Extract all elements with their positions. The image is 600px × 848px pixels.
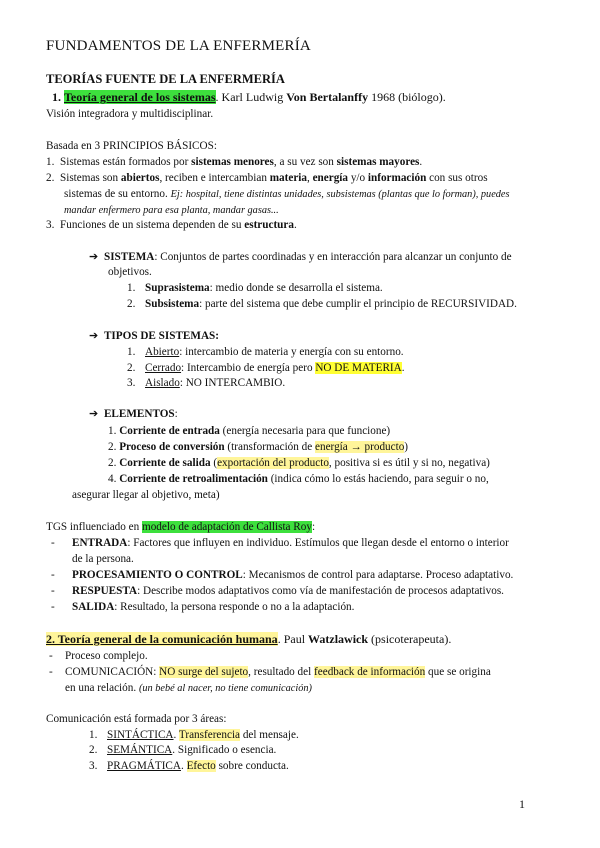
- principle-2-example: Ej: hospital, tiene distintas unidades, subsistemas (plantas que lo forman), puedes: [170, 189, 510, 200]
- elementos-colon: :: [174, 408, 178, 420]
- principle-2-c: , reciben e intercambian: [159, 172, 270, 184]
- sistema-item-1-label: Suprasistema: [145, 282, 210, 294]
- area-1-label: SINTÁCTICA: [107, 729, 174, 741]
- sistema-label: SISTEMA: [103, 251, 155, 263]
- tgc-title: 2. Teoría general de la comunicación humana: [46, 632, 278, 646]
- tgc-dash-2-c: que se origina: [425, 666, 491, 678]
- area-2-label: SEMÁNTICA: [107, 744, 173, 756]
- principle-1: [46, 155, 422, 169]
- arrow-icon: ➔: [89, 330, 99, 342]
- elemento-4-label: Corriente de retroalimentación: [119, 473, 268, 485]
- roy-item-3-label: RESPUESTA: [72, 585, 138, 597]
- area-3-b: sobre conducta.: [215, 760, 289, 772]
- arrow-icon: ➔: [89, 408, 99, 420]
- tgc-author-pre: . Paul: [277, 632, 309, 646]
- tgc-author-post: (psicoterapeuta).: [368, 632, 452, 646]
- roy-item-1-label: ENTRADA: [72, 537, 128, 549]
- roy-item-3-text: : Describe modos adaptativos como vía de manifestación de procesos adaptativos.: [137, 585, 504, 597]
- tgs-vision: Visión integradora y multidisciplinar.: [46, 108, 214, 120]
- principle-3: [46, 218, 297, 232]
- elemento-2-b: ): [404, 441, 409, 453]
- roy-item-4: [51, 600, 354, 614]
- tgc-dash-2-example: (un bebé al nacer, no tiene comunicación): [138, 683, 312, 694]
- tgc-dash-2-mark: -: [49, 666, 53, 678]
- elemento-1-label: Corriente de entrada: [119, 425, 220, 437]
- tgc-dash-1: [49, 649, 148, 663]
- tipos-item-2-highlight: NO DE MATERIA: [315, 362, 402, 374]
- area-2-num: 2.: [89, 744, 98, 756]
- page-number: 1: [519, 797, 525, 811]
- area-3-a: .: [180, 760, 187, 772]
- sistema-item-1: [127, 281, 383, 295]
- sistema-item-1-num: 1.: [127, 282, 136, 294]
- principle-1-a: Sistemas están formados por: [60, 156, 192, 168]
- tgc-dash-2-highlight-2: feedback de información: [314, 666, 426, 678]
- tipos-item-1-text: : intercambio de materia y energía con su entorno.: [179, 346, 404, 358]
- roy-intro-b: :: [311, 521, 316, 533]
- sistema-line2: objetivos.: [108, 266, 152, 278]
- sistema-item-2-text: : parte del sistema que debe cumplir el principio de RECURSIVIDAD.: [199, 298, 517, 310]
- area-2: [89, 743, 276, 757]
- roy-highlight: modelo de adaptación de Callista Roy: [142, 521, 312, 533]
- roy-item-2-label: PROCESAMIENTO O CONTROL: [72, 569, 243, 581]
- principle-3-c: .: [293, 219, 297, 231]
- roy-item-2-dash: -: [51, 569, 55, 581]
- area-1: [89, 728, 299, 742]
- elemento-3-b: , positiva si es útil y si no, negativa): [328, 457, 490, 469]
- principle-1-c: , a su vez son: [273, 156, 337, 168]
- sistema-line: [89, 250, 512, 264]
- sistema-item-2: [127, 297, 517, 311]
- elemento-3-a: (: [210, 457, 218, 469]
- principle-2-l2a: sistemas de su entorno.: [64, 188, 171, 200]
- principle-2-line2: [64, 187, 510, 202]
- area-3-label: PRAGMÁTICA: [107, 760, 181, 772]
- roy-item-4-dash: -: [51, 601, 55, 613]
- tgc-dash-2-highlight-1: NO surge del sujeto: [159, 666, 249, 678]
- principle-2-a: Sistemas son: [60, 172, 121, 184]
- area-1-highlight: Transferencia: [178, 729, 241, 741]
- area-1-b: del mensaje.: [240, 729, 299, 741]
- sistema-item-1-text: : medio donde se desarrolla el sistema.: [209, 282, 383, 294]
- tgc-dash-1-text: Proceso complejo.: [65, 650, 148, 662]
- principle-2-b: abiertos: [120, 172, 160, 184]
- tipos-item-3-label: Aislado: [145, 377, 180, 389]
- elemento-2-highlight: energía → producto: [315, 441, 405, 453]
- principle-1-d: sistemas mayores: [336, 156, 420, 168]
- area-1-a: .: [173, 729, 179, 741]
- section-title: TEORÍAS FUENTE DE LA ENFERMERÍA: [46, 72, 285, 86]
- principle-1-b: sistemas menores: [191, 156, 274, 168]
- tipos-item-2-text: : Intercambio de energía pero: [181, 362, 316, 374]
- roy-item-2-text: : Mecanismos de control para adaptarse. Proceso adaptativo.: [242, 569, 514, 581]
- tipos-label: TIPOS DE SISTEMAS:: [103, 330, 219, 342]
- roy-item-1-line2: de la persona.: [72, 553, 134, 565]
- roy-item-3-dash: -: [51, 585, 55, 597]
- elemento-4: [108, 472, 489, 486]
- tipos-item-3-text: : NO INTERCAMBIO.: [179, 377, 286, 389]
- tgs-author-pre: . Karl Ludwig: [215, 90, 287, 104]
- area-1-num: 1.: [89, 729, 98, 741]
- principle-3-num: 3.: [46, 219, 55, 231]
- tipos-item-1-label: Abierto: [145, 346, 180, 358]
- tipos-item-1-num: 1.: [127, 346, 136, 358]
- principle-2-f: energía: [312, 172, 349, 184]
- tgc-dash-2-line2: [65, 681, 312, 696]
- principle-2-line3: [64, 203, 279, 218]
- roy-item-1-dash: -: [51, 537, 55, 549]
- roy-item-4-label: SALIDA: [72, 601, 115, 613]
- elemento-1: [108, 424, 390, 438]
- elemento-2-num: 2.: [108, 441, 117, 453]
- elemento-4-text: (indica cómo lo estás haciendo, para seguir o no,: [267, 473, 489, 485]
- tipos-item-2-end: .: [401, 362, 405, 374]
- principle-2-d: materia: [269, 172, 307, 184]
- sistema-item-2-num: 2.: [127, 298, 136, 310]
- roy-item-1: [51, 536, 509, 550]
- elemento-3-num: 2.: [108, 457, 117, 469]
- tgc-dash-2: [49, 665, 491, 679]
- doc-title: FUNDAMENTOS DE LA ENFERMERÍA: [46, 38, 311, 54]
- area-3: [89, 759, 289, 773]
- tipos-item-2-num: 2.: [127, 362, 136, 374]
- principle-1-e: .: [419, 156, 423, 168]
- arrow-icon: ➔: [89, 251, 99, 263]
- elemento-2-a: (transformación de: [224, 441, 316, 453]
- principle-2-h: información: [367, 172, 427, 184]
- elemento-3-label: Corriente de salida: [119, 457, 211, 469]
- elemento-1-text: (energía necesaria para que funcione): [219, 425, 391, 437]
- elemento-4-num: 4.: [108, 473, 117, 485]
- tgs-author: Von Bertalanffy: [286, 90, 369, 104]
- roy-intro: [46, 520, 315, 534]
- principle-3-a: Funciones de un sistema dependen de su: [60, 219, 245, 231]
- principle-2: [46, 171, 488, 185]
- principle-2-i: con sus otros: [426, 172, 488, 184]
- areas-intro: Comunicación está formada por 3 áreas:: [46, 713, 227, 725]
- roy-item-1-text: : Factores que influyen en individuo. Estímulos que llegan desde el entorno o interior: [127, 537, 509, 549]
- principle-2-g: y/o: [348, 172, 368, 184]
- tipos-line: [89, 329, 219, 343]
- tgs-heading: [52, 90, 446, 104]
- principle-3-b: estructura: [244, 219, 294, 231]
- principle-2-e: ,: [307, 172, 313, 184]
- principle-2-example-cont: mandar enfermero para esa planta, mandar gasas...: [64, 205, 279, 216]
- elemento-4-line2: asegurar llegar al objetivo, meta): [72, 489, 220, 501]
- roy-item-2: [51, 568, 513, 582]
- elemento-3: [108, 456, 490, 470]
- tipos-item-1: [127, 345, 404, 359]
- roy-intro-a: TGS influenciado en: [46, 521, 143, 533]
- tgs-num: 1.: [52, 90, 61, 104]
- tgc-author: Watzlawick: [308, 632, 369, 646]
- principle-1-num: 1.: [46, 156, 55, 168]
- area-2-a: . Significado o esencia.: [172, 744, 277, 756]
- elemento-2-label: Proceso de conversión: [119, 441, 225, 453]
- principle-2-num: 2.: [46, 172, 55, 184]
- elementos-line: [89, 407, 178, 421]
- tgc-heading: [46, 632, 451, 646]
- tgc-dash-2-a: COMUNICACIÓN:: [65, 666, 160, 678]
- tgc-dash-1-mark: -: [49, 650, 53, 662]
- tgs-basada: Basada en 3 PRINCIPIOS BÁSICOS:: [46, 140, 217, 152]
- tgc-dash-2-l2a: en una relación.: [65, 682, 139, 694]
- tgs-author-post: 1968 (biólogo).: [368, 90, 446, 104]
- sistema-item-2-label: Subsistema: [145, 298, 200, 310]
- area-3-highlight: Efecto: [186, 760, 216, 772]
- tgc-dash-2-b: , resultado del: [248, 666, 315, 678]
- tipos-item-2-label: Cerrado: [145, 362, 182, 374]
- tipos-item-3-num: 3.: [127, 377, 136, 389]
- tipos-item-3: [127, 376, 285, 390]
- elemento-3-highlight: exportación del producto: [217, 457, 329, 469]
- elemento-1-num: 1.: [108, 425, 117, 437]
- roy-item-4-text: : Resultado, la persona responde o no a la adaptación.: [114, 601, 355, 613]
- sistema-desc: : Conjuntos de partes coordinadas y en interacción para alcanzar un conjunto de: [154, 251, 512, 263]
- roy-item-3: [51, 584, 504, 598]
- elementos-label: ELEMENTOS: [103, 408, 175, 420]
- tgs-title: Teoría general de los sistemas: [64, 90, 216, 104]
- area-3-num: 3.: [89, 760, 98, 772]
- elemento-2: [108, 440, 408, 454]
- tipos-item-2: [127, 361, 405, 375]
